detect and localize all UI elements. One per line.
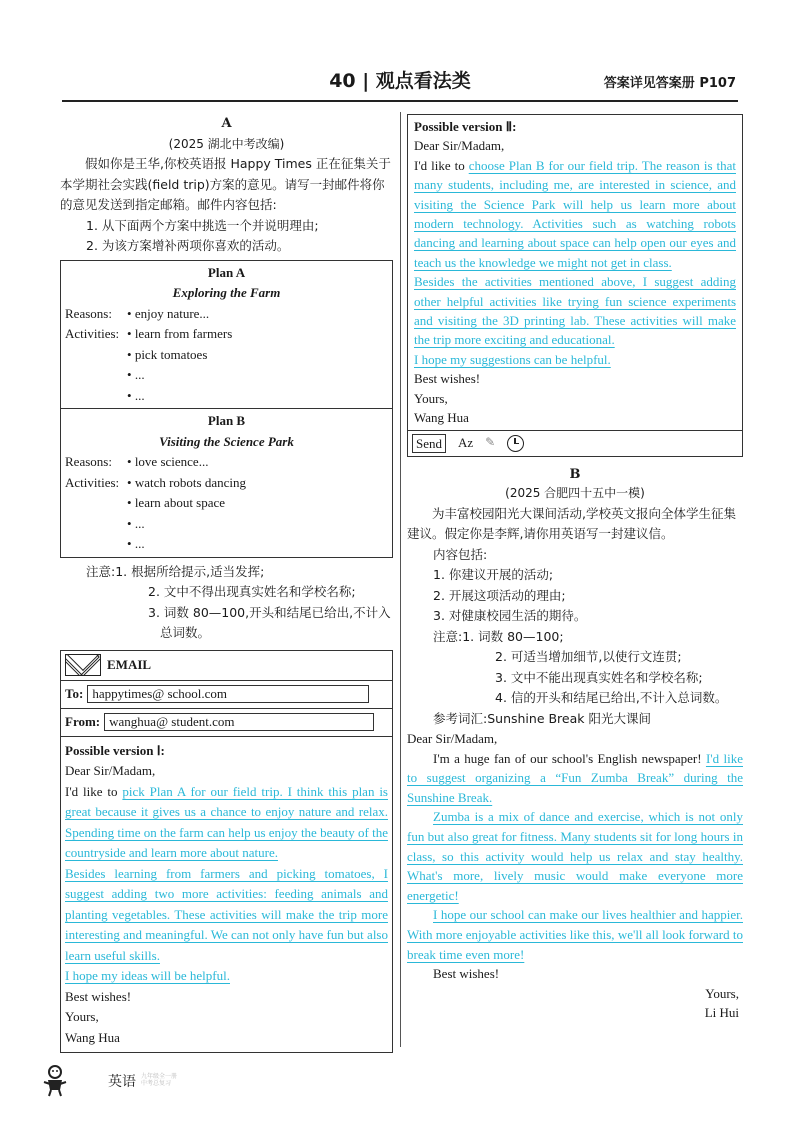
section-b-content xyxy=(407,545,743,730)
activity-item: • ... xyxy=(127,534,246,555)
task-2: 2. 为该方案增补两项你喜欢的活动。 xyxy=(86,237,290,253)
answer-reference: 答案详见答案册 P107 xyxy=(603,76,736,91)
version-2-box xyxy=(407,114,743,457)
activity-item: • ... xyxy=(127,386,232,407)
activities-label: Activities: xyxy=(65,326,120,341)
activity-item: • learn from farmers xyxy=(127,324,232,345)
letter-b-closing: Best wishes! xyxy=(433,966,500,982)
section-b-prompt: 为丰富校园阳光大课间活动,学校英文报向全体学生征集建议。假定你是李辉,请你用英语写一封建议信。 xyxy=(407,505,736,541)
content-label: 内容包括: xyxy=(433,546,488,562)
reasons-label: Reasons: xyxy=(65,454,112,469)
plan-b-reasons xyxy=(65,452,388,473)
notes-a xyxy=(60,562,393,644)
activity-item: • ... xyxy=(127,514,246,535)
send-button[interactable]: Send xyxy=(412,434,446,453)
email-paragraph-3: I hope my ideas will be helpful. xyxy=(65,968,230,983)
plan-a-activities xyxy=(65,324,388,406)
email-paragraph-2: Besides learning from farmers and picking tomatoes, I suggest adding two more activities: feeding animals and planting vegetables. These activities will make the trip more interesting and meaningful. We can not only have fun but also learn useful skills. xyxy=(65,865,388,963)
email-paragraph-1: I'd like to pick Plan A for our field trip. I think this plan is great because it gives us a chance to enjoy nature and relax. Spending time on the farm can help us enjoy the beauty of the countryside and learn more about nature. xyxy=(65,783,388,860)
note-b-3: 3. 文中不能出现真实姓名和学校名称; xyxy=(495,669,703,685)
letter-b-paragraph-2: Zumba is a mix of dance and exercise, which is not only fun but also great for fitness. Many students sit for long hours in class, so this activity would help us relax and stay healthy. What's more, lively music would make everyone more energetic! xyxy=(407,809,743,903)
plan-a xyxy=(61,261,392,409)
plan-a-title: Plan A xyxy=(207,264,246,280)
email-greeting: Dear Sir/Madam, xyxy=(65,763,156,778)
left-column xyxy=(60,114,393,1053)
v2-yours: Yours, xyxy=(414,390,448,406)
plan-b-activities xyxy=(65,473,388,555)
activity-item: • ... xyxy=(127,365,232,386)
v2-paragraph-3: I hope my suggestions can be helpful. xyxy=(414,351,611,367)
note-2: 2. 文中不得出现真实姓名和学校名称; xyxy=(148,584,356,599)
letter-b-yours: Yours, xyxy=(705,985,739,1001)
mascot-logo-icon xyxy=(40,1062,70,1098)
from-row xyxy=(61,709,392,737)
font-button[interactable]: Az xyxy=(458,435,474,451)
from-label: From: xyxy=(65,713,101,729)
section-a-prompt: 假如你是王华,你校英语报 Happy Times 正在征集关于本学期社会实践(field trip)方案的意见。请写一封邮件将你的意见发送到指定邮箱。邮件内容包括: xyxy=(60,156,391,212)
plan-a-subtitle: Exploring the Farm xyxy=(172,285,281,300)
activity-item: • pick tomatoes xyxy=(127,345,232,366)
letter-b-paragraph-1: I'm a huge fan of our school's English newspaper! I'd like to suggest organizing a “Fun Zumba Break” during the Sunshine Break. xyxy=(407,750,743,805)
email-body xyxy=(61,737,392,1053)
to-label: To: xyxy=(65,685,84,701)
email-toolbar xyxy=(408,430,742,456)
reason-item: • love science... xyxy=(127,452,208,473)
version-1-label: Possible version Ⅰ: xyxy=(65,742,165,758)
column-divider xyxy=(400,112,401,1047)
to-row xyxy=(61,681,392,709)
plans-table xyxy=(60,260,393,558)
section-b-source: (2025 合肥四十五中一模) xyxy=(505,486,645,500)
task-1: 1. 从下面两个方案中挑选一个并说明理由; xyxy=(86,217,319,233)
activity-item: • watch robots dancing xyxy=(127,473,246,494)
plan-a-reasons xyxy=(65,304,388,325)
email-closing: Best wishes! xyxy=(65,988,132,1004)
letter-b-paragraph-3: I hope our school can make our lives healthier and happier. With more enjoyable activities like this, we'll all look forward to break time even more! xyxy=(407,907,743,962)
v2-paragraph-1: I'd like to choose Plan B for our field trip. The reason is that many students, including me, are interested in science, and visiting the Science Park will help us learn more about modern technology. Activities such as watching robots dancing and learning about space can help open our eyes and teach us the knowledge we might not get in class. xyxy=(414,157,736,270)
letter-b-greeting: Dear Sir/Madam, xyxy=(407,731,498,746)
note-b-2: 2. 可适当增加细节,以使行文连贯; xyxy=(495,649,682,664)
letter-b-signature: Li Hui xyxy=(704,1005,739,1021)
email-signature: Wang Hua xyxy=(65,1029,120,1045)
letter-b xyxy=(407,729,743,1023)
email-yours: Yours, xyxy=(65,1009,99,1024)
section-a-letter: A xyxy=(221,116,232,131)
email-window xyxy=(60,650,393,1054)
note-3: 3. 词数 80—100,开头和结尾已给出,不计入 xyxy=(148,604,391,620)
pen-icon[interactable]: ✎ xyxy=(485,435,496,450)
content-3: 3. 对健康校园生活的期待。 xyxy=(433,608,587,623)
email-header xyxy=(61,651,392,681)
footer-faint-text: 九年级全一册 中考总复习 xyxy=(141,1073,178,1087)
v2-closing: Best wishes! xyxy=(414,371,481,387)
v2-paragraph-2: Besides the activities mentioned above, I suggest adding other helpful activities like trying fun science experiments and visiting the 3D printing lab. These activities will make the trip more exciting and educational. xyxy=(414,274,736,348)
section-a-source: (2025 湖北中考改编) xyxy=(168,137,285,151)
footer-subject: 英语 xyxy=(108,1074,136,1090)
plan-b-subtitle: Visiting the Science Park xyxy=(159,433,294,449)
right-column xyxy=(407,114,743,1023)
v2-signature: Wang Hua xyxy=(414,410,469,426)
content-2: 2. 开展这项活动的理由; xyxy=(433,587,566,603)
page-title: 40 | 观点看法类 xyxy=(329,70,471,92)
content-1: 1. 你建议开展的活动; xyxy=(433,567,554,582)
clock-icon[interactable] xyxy=(507,435,524,452)
header-divider xyxy=(62,100,738,102)
section-b-letter: B xyxy=(569,466,581,482)
version-2-label: Possible version Ⅱ: xyxy=(414,119,517,134)
note-1: 注意:1. 根据所给提示,适当发挥; xyxy=(86,563,265,579)
reason-item: • enjoy nature... xyxy=(127,304,209,325)
note-b-1: 注意:1. 词数 80—100; xyxy=(433,628,564,644)
note-3-cont: 总词数。 xyxy=(160,625,211,640)
to-field[interactable]: happytimes@ school.com xyxy=(87,685,369,703)
vocab: 参考词汇:Sunshine Break 阳光大课间 xyxy=(433,710,651,726)
plan-b xyxy=(61,408,392,557)
plan-b-title: Plan B xyxy=(207,413,246,428)
version-2-body xyxy=(408,115,742,430)
activity-item: • learn about space xyxy=(127,493,246,514)
from-field[interactable]: wanghua@ student.com xyxy=(104,713,374,731)
reasons-label: Reasons: xyxy=(65,305,112,321)
email-label: EMAIL xyxy=(107,656,152,672)
envelope-icon xyxy=(65,654,101,676)
note-b-4: 4. 信的开头和结尾已给出,不计入总词数。 xyxy=(495,690,728,705)
v2-greeting: Dear Sir/Madam, xyxy=(414,138,505,154)
activities-label: Activities: xyxy=(65,474,120,490)
